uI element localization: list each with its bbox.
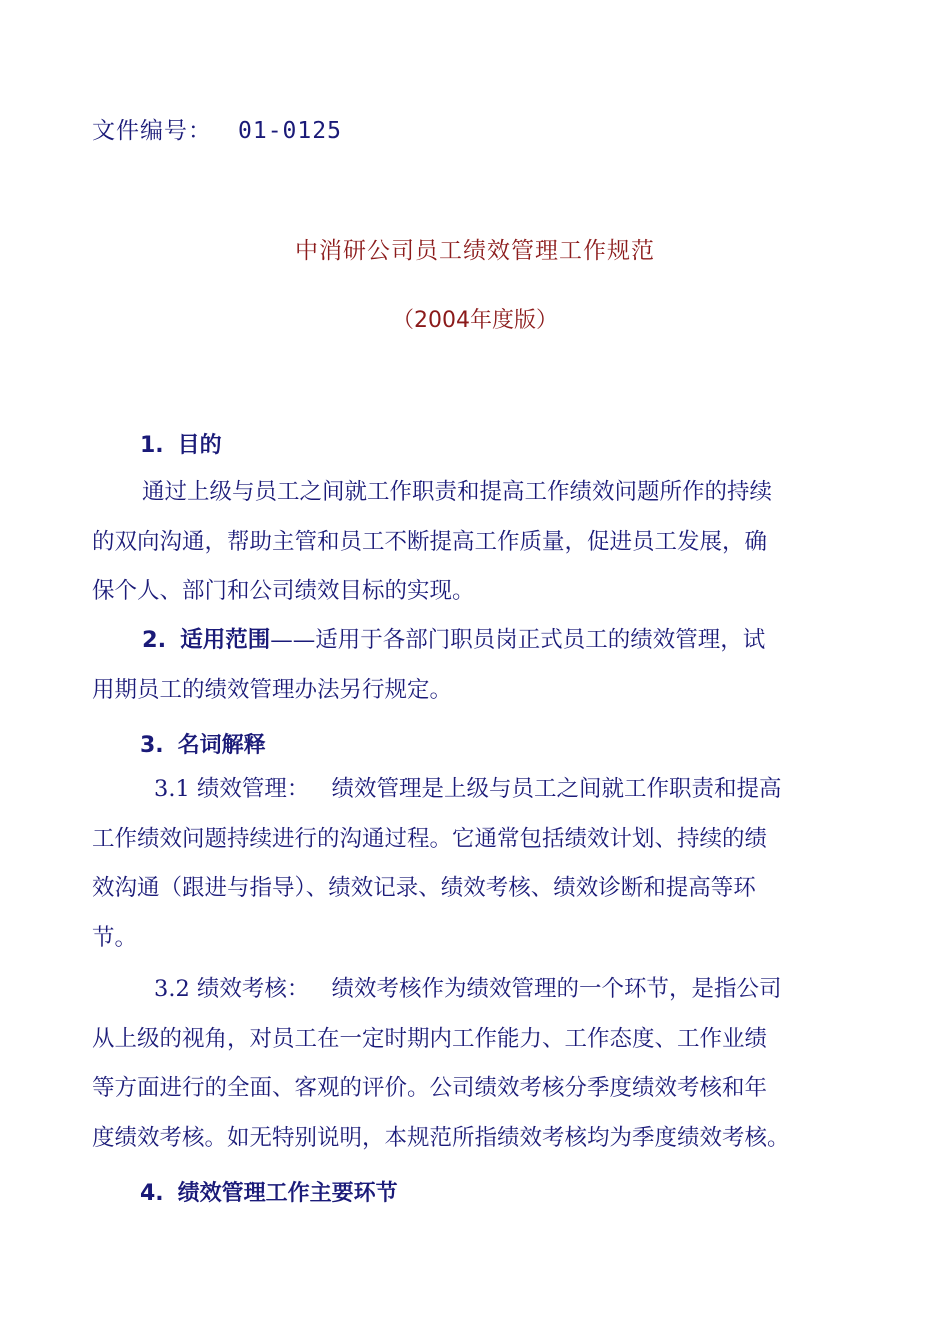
paragraph-line: 通过上级与员工之间就工作职责和提高工作绩效问题所作的持续 [142,479,773,505]
section-number: 1. [140,433,164,458]
section-title: 名词解释 [177,733,266,758]
section-heading-2 [142,627,270,653]
paragraph-line: 节。 [92,924,138,951]
section-2-text: ——适用于各部门职员岗正式员工的绩效管理，试 [270,627,766,653]
paragraph-line: 的双向沟通，帮助主管和员工不断提高工作质量，促进员工发展，确 [92,528,768,555]
section-3-1-paragraph [92,765,862,963]
section-heading-4 [140,1176,398,1207]
document-number [92,112,342,145]
paragraph-line: 工作绩效问题持续进行的沟通过程。它通常包括绩效计划、持续的绩 [92,825,768,852]
paragraph-line [92,765,862,815]
paragraph-line [92,616,862,666]
section-3-2-paragraph [92,965,862,1163]
document-title: 中消研公司员工绩效管理工作规范 [295,238,655,264]
subsection-label: 3.1 绩效管理： [154,776,310,802]
paragraph-line [92,965,862,1015]
section-number: 4. [140,1181,164,1206]
document-edition: （2004年度版） [392,308,558,333]
paragraph-line: 等方面进行的全面、客观的评价。公司绩效考核分季度绩效考核和年 [92,1075,768,1101]
section-title: 适用范围 [180,627,271,653]
paragraph-line: 效沟通（跟进与指导）、绩效记录、绩效考核、绩效诊断和提高等环 [92,875,756,901]
section-number: 3. [140,733,164,758]
section-heading-3 [140,728,266,759]
section-title: 目的 [177,433,222,458]
section-1-paragraph [92,468,862,617]
document-number-label: 文件编号： [92,118,212,144]
section-title: 绩效管理工作主要环节 [177,1181,398,1206]
section-2-paragraph [92,616,862,715]
subsection-label: 3.2 绩效考核： [154,976,310,1002]
subsection-text: 绩效考核作为绩效管理的一个环节，是指公司 [331,976,782,1002]
subsection-text: 绩效管理是上级与员工之间就工作职责和提高 [331,776,782,802]
paragraph-line: 用期员工的绩效管理办法另行规定。 [92,676,453,703]
paragraph-line: 从上级的视角，对员工在一定时期内工作能力、工作态度、工作业绩 [92,1025,768,1052]
section-heading-1 [140,428,222,459]
section-number: 2. [142,627,167,653]
document-number-value: 01-0125 [238,118,342,144]
paragraph-line: 保个人、部门和公司绩效目标的实现。 [92,578,475,604]
paragraph-line: 度绩效考核。如无特别说明，本规范所指绩效考核均为季度绩效考核。 [92,1124,790,1151]
